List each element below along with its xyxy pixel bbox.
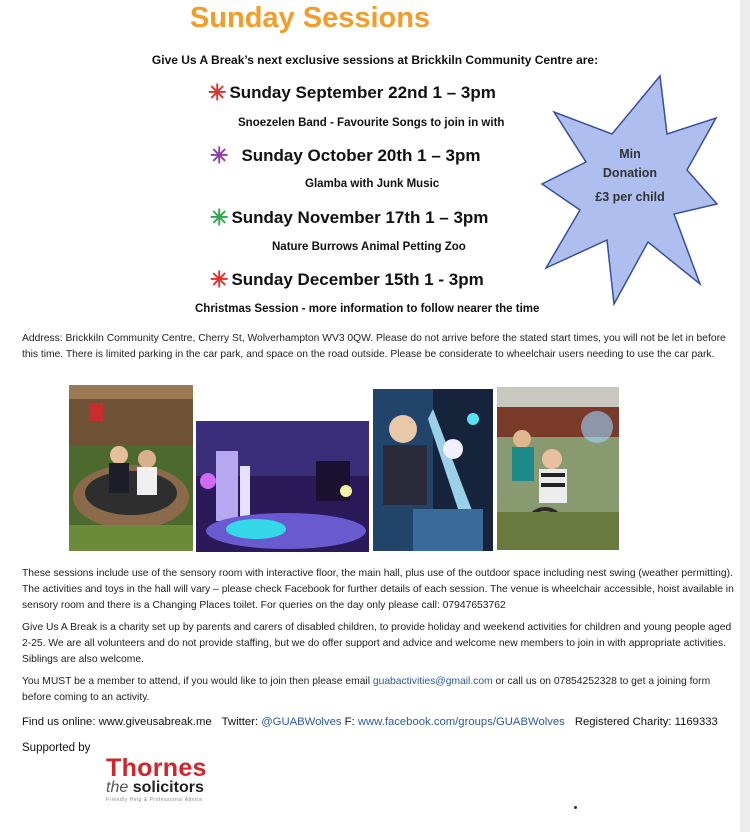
session-4-detail: Christmas Session - more information to follow nearer the time	[195, 303, 540, 315]
email-link[interactable]: guabactivities@gmail.com	[372, 676, 493, 687]
starburst-green-icon: ✳	[210, 205, 229, 230]
donation-min: Min	[619, 147, 641, 161]
logo-name: Thornes	[106, 754, 207, 782]
outdoor-wheelchair-photo	[497, 387, 619, 550]
session-2-detail: Glamba with Junk Music	[305, 178, 440, 190]
starburst-purple-icon: ✳	[210, 143, 229, 168]
facebook-link[interactable]: www.facebook.com/groups/GUABWolves	[357, 716, 565, 728]
session-3-detail: Nature Burrows Animal Petting Zoo	[272, 241, 466, 253]
donation-label: Donation	[602, 166, 658, 180]
supported-by-label: Supported by	[22, 742, 91, 754]
logo-tagline: Friendly Help & Professional Advice	[106, 797, 203, 803]
session-2-date: ✳ Sunday October 20th 1 – 3pm	[210, 143, 481, 168]
contact-line: Find us online: www.giveusabreak.me Twitter: @GUABWolves F: www.facebook.com/groups/GUABWolves Registered Charity: 1169333	[22, 716, 718, 728]
stray-dot	[574, 806, 577, 809]
starburst-red-icon: ✳	[208, 80, 227, 105]
donation-amount: £3 per child	[595, 190, 665, 204]
twitter-link[interactable]: @GUABWolves	[261, 716, 342, 728]
sensory-room-photo	[196, 421, 369, 552]
session-4-date: ✳ Sunday December 15th 1 - 3pm	[210, 267, 484, 292]
sessions-info-paragraph: These sessions include use of the sensory room with interactive floor, the main hall, plus use of the outdoor space including nest swing (weather permitting). The activities and toys in the hall will vary – please check Facebook for further details of each session. The venue is wheelchair accessible, hoist available in sensory room and there is a Changing Places toilet. For queries on the day only please call: 07947653762	[22, 568, 734, 611]
thornes-logo	[106, 754, 236, 803]
session-1-date: ✳ Sunday September 22nd 1 – 3pm	[208, 80, 496, 105]
page-edge-shadow	[740, 0, 750, 832]
membership-paragraph: You MUST be a member to attend, if you would like to join then please email guabactivities@gmail.com or call us on 07854252328 to get a joining form before coming to an activity.	[22, 676, 711, 703]
logo-the: the	[106, 779, 129, 796]
charity-info-paragraph: Give Us A Break is a charity set up by parents and carers of disabled children, to provide holiday and weekend activities for children and young people aged 2-25. We are all volunteers and do not provide staffing, but we do offer support and advice and welcome new members to join in with appropriate activities. Siblings are also welcome.	[22, 622, 732, 665]
charity-number: Registered Charity: 1169333	[574, 716, 718, 728]
starburst-red-icon: ✳	[210, 267, 229, 292]
website-text[interactable]: Find us online: www.giveusabreak.me	[22, 716, 212, 728]
sensory-lights-photo	[373, 389, 493, 551]
intro-text: Give Us A Break’s next exclusive sessions at Brickkiln Community Centre are:	[151, 53, 599, 67]
nest-swing-photo	[69, 385, 193, 551]
donation-burst	[540, 72, 718, 308]
session-3-date: ✳ Sunday November 17th 1 – 3pm	[210, 205, 489, 230]
session-1-detail: Snoezelen Band - Favourite Songs to join in with	[238, 117, 505, 129]
page-title: Sunday Sessions	[189, 2, 431, 34]
address-paragraph: Address: Brickkiln Community Centre, Cherry St, Wolverhampton WV3 0QW. Please do not arrive before the stated start times, you will not be let in before this time. There is limited parking in the car park, and space on the road outside. Please be considerate to wheelchair users needing to use the car park.	[22, 333, 726, 360]
logo-solicitors: solicitors	[132, 779, 204, 796]
